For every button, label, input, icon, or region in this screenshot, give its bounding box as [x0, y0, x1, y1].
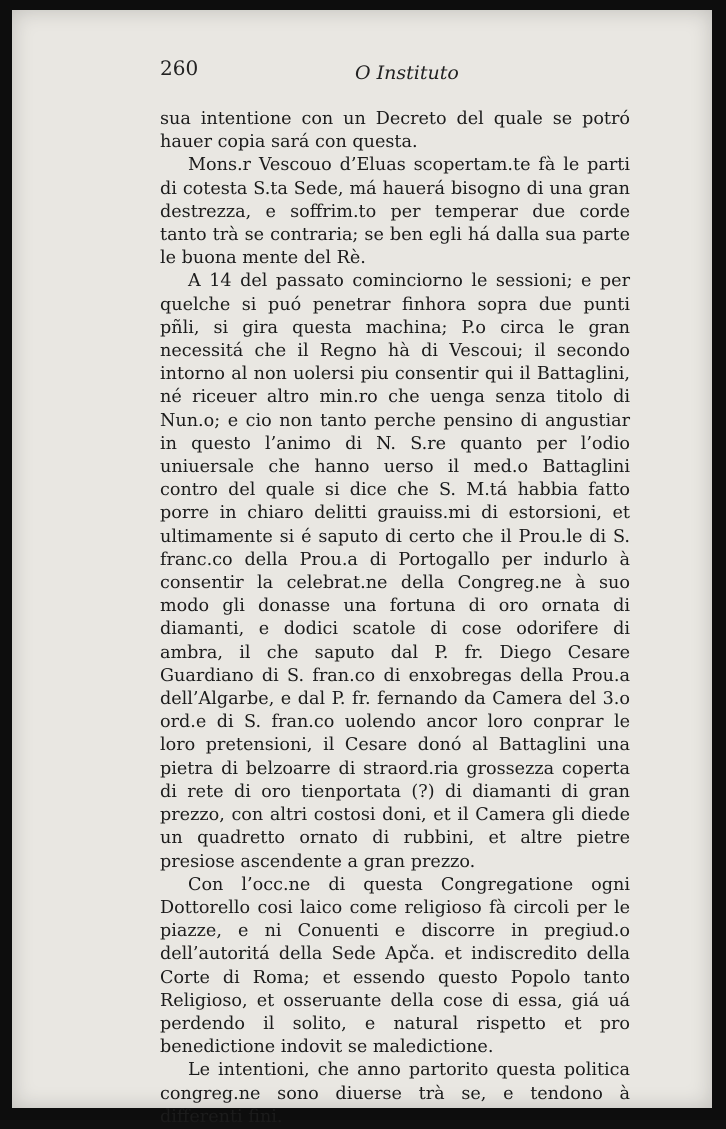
paragraph: Le intentioni, che anno partorito questa politica congreg.ne sono diuerse trà se, e tendono à differenti fini.: [160, 1060, 630, 1127]
page-header: [160, 48, 630, 88]
page-number: 260: [160, 56, 199, 80]
paragraph: Con l’occ.ne di questa Congregatione ogni Dottorello cosi laico come religioso fà circoli per le piazze, e ni Conuenti e discorre in pregiud.o dell’autoritá della Sede Apča. et indiscredito della Corte di Roma; et essendo questo Popolo tanto Religioso, et osseruante della cose di essa, giá uá perdendo il solito, e natural rispetto et pro benedictione indovit se maledictione.: [160, 874, 630, 1058]
paragraph: sua intentione con un Decreto del quale se potró hauer copia sará con questa.: [160, 109, 630, 153]
paragraph: Mons.r Vescouo d’Eluas scopertam.te fà le parti di cotesta S.ta Sede, má hauerá bisogno di una gran destrezza, e soffrim.to per temperar due corde tanto trà se contraria; se ben egli há dalla sua parte le buona mente del Rè.: [160, 155, 630, 269]
running-title: O Instituto: [355, 62, 459, 84]
body-text: [160, 108, 630, 1129]
paragraph: A 14 del passato cominciorno le sessioni; e per quelche si puó penetrar finhora sopra due punti pñli, si gira questa machina; P.o circa le gran necessitá che il Regno hà di Vescoui; il secondo intorno al non uolersi piu consentir qui il Battaglini, né riceuer altro min.ro che uenga senza titolo di Nun.o; e cio non tanto perche pensino di angustiar in questo l’animo di N. S.re quanto per l’odio uniuersale che hanno uerso il med.o Battaglini contro del quale si dice che S. M.tá habbia fatto porre in chiaro delitti grauiss.mi di estorsioni, et ultimamente si é saputo di certo che il Prou.le di S. franc.co della Prou.a di Portogallo per indurlo à consentir la celebrat.ne della Congreg.ne à suo modo gli donasse una fortuna di oro ornata di diamanti, e dodici scatole di cose odorifere di ambra, il che saputo dal P. fr. Diego Cesare Guardiano di S. fran.co di enxobregas della Prou.a dell’Algarbe, e dal P. fr. fernando da Camera del 3.o ord.e di S. fran.co uolendo ancor loro conprar le loro pretensioni, il Cesare donó al Battaglini una pietra di belzoarre di straord.ria grossezza coperta di rete di oro tienportata (?) di diamanti di gran prezzo, con altri costosi doni, et il Camera gli diede un quadretto ornato di rubbini, et altre pietre presiose ascendente a gran prezzo.: [160, 271, 630, 872]
